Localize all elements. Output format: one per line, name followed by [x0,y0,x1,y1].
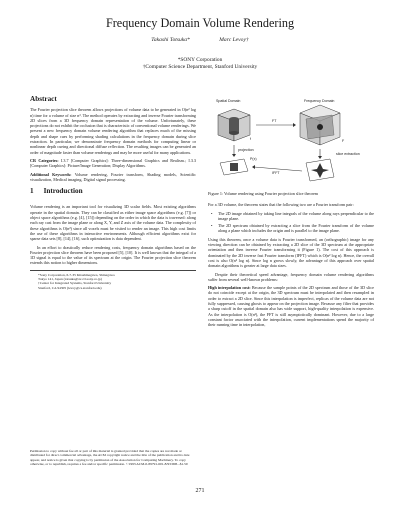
paper-title: Frequency Domain Volume Rendering [105,16,295,30]
label-frequency-domain: Frequency Domain [304,99,335,103]
intro-paragraph-2: In an effort to drastically reduce rendering costs, frequency domain algorithms based on the Fourier projection slice theorem have been proposed [5], [10]. It is well known that the integral of a 1D signal is equal to the value of its spectrum at the origin. The Fourier projection slice theorem extends this notion to higher dimensions. [30,244,196,266]
intro-number: 1 [30,187,34,196]
figure-caption: Figure 1: Volume rendering using Fourier projection slice theorem [208,191,319,196]
label-f: f [250,137,251,141]
theorem-list [208,211,374,234]
interpolation-text: Because the sample points of the 2D spectrum and those of the 3D slice do not coincide except at the origin, the 3D spectrum must be interpolated and then resampled in order to extract a 2D slice. Since this interpolation is imperfect, replicas of the volume data are not fully suppressed, causing ghosts to appear on the projection image. Because any filter that provides a sharp cutoff in the spatial domain also has wide support, high-quality interpolation is expensive. As the interpolation is O(n²), the FFT is still asymptotically dominant. However, due to a large constant factor associated with the interpolation, current implementations spend the majority of their running time in interpolation, [208,285,374,328]
label-spatial-domain: Spatial Domain [216,99,241,103]
label-ft: FT [272,119,277,123]
right-paragraph-1: For a 3D volume, the theorem states that the following two are a Fourier transform pair: [208,202,354,208]
right-paragraph-4 [208,285,374,327]
permission-notice: Permission to copy without fee all or part of this material is granted provided that the copies are not made or distributed for direct commercial advantage, the ACM copyright notice and the title of the publication and its date appear, and notice is given that copying is by permission of the Association for Computing Machinery. To copy otherwise, or to republish, requires a fee and/or specific permission. ©1993 ACM-0-89791-601-8/93/008...$1.50 [30,449,190,466]
right-paragraph-2: Using this theorem, once a volume data is Fourier transformed, an (orthographic) image for any viewing direction can be obtained by extracting a 2D slice of the 3D spectrum at the appropriate orientation and then inverse Fourier transforming it (Figure 1). The cost of this approach is dominated by the 2D inverse fast Fourier transform (IFFT) which is O(n² log n). Hence, the overall cost is also O(n² log n). Since log n grows slowly, the advantage of this approach over spatial domain algorithms is greater at large data sizes. [208,236,374,269]
interpolation-label: High interpolation cost: [208,285,251,291]
abstract-heading: Abstract [30,95,57,103]
affiliation-sony: *SONY Corporation [177,57,223,63]
cr-label: CR Categories: [30,157,59,163]
right-column [208,97,374,331]
label-projection: projection [238,148,254,152]
footnote-line: Stanford, CA 94305 (levoy@cs.stanford.edu) [38,285,102,290]
affiliations [0,57,400,71]
volume-cube [218,109,250,141]
additional-keywords [30,172,196,183]
keywords-text: Volume rendering, Fourier transform, Shading models, Scientific visualization, Medical imaging, Digital signal processing. [30,171,196,182]
label-ifft: IFFT [272,171,280,175]
footnote-line: *Sony Corporation, 6-7-35 Kitashinagawa, Shinagawa [38,272,115,277]
label-F: F [342,139,345,143]
abstract-text: The Fourier projection slice theorem allows projections of volume data to be generated in O(n² log n) time for a volume of size n³. The method operates by extracting and inverse Fourier transforming 2D slices from a 3D frequency domain representation of the volume. Unfortunately, these projections do not exhibit the occlusion that is characteristic of conventional volume renderings. We present a new frequency domain volume rendering algorithm that replaces much of the missing depth and shape cues by performing shading calculations in the frequency domain during slice extraction. In particular, we demonstrate frequency domain methods for computing linear or nonlinear depth cueing and directional diffuse reflection. The resulting images can be generated an order of magnitude faster than volume renderings and may be more useful for many applications. [30,107,196,155]
intro-paragraph-1: Volume rendering is an important tool for visualizing 3D scalar fields. Most existing algorithms operate in the spatial domain. They can be classified as either image space algorithms (e.g. [7]) or object space algorithms (e.g. [4], [15]) depending on the order in which the data is traversed: along each ray cast from the image plane or along X, Y, and Z axis of the volume data. The complexity of these algorithms is O(n³) since all voxels must be visited to render an image. This high cost limits the use of these algorithms in interactive environments. Although efficient algorithms exist for sparse data sets [8], [14], [16], such optimization is data dependent. [30,204,196,242]
list-item: • The 2D spectrum obtained by extracting a slice from the Fourier transform of the volume along a plane which includes the origin and is parallel to the image plane. [208,223,374,234]
footnote-line: Tokyo 141, Japan (totsuka@av.crl.sony.co.jp) [38,277,102,282]
intro-title: Introduction [43,187,83,196]
author-totsuka: Takashi Totsuka* [151,37,190,43]
list-item: • The 2D image obtained by taking line integrals of the volume along rays perpendicular to the image plane. [208,211,374,222]
figure-diagram [208,97,374,187]
footnotes [30,270,196,290]
left-column [30,97,196,290]
label-px: P(x) [250,157,257,161]
footnote-line: †Center for Integrated Systems, Stanford University [38,281,112,286]
author-list [0,37,400,43]
spectrum-cube [300,105,340,145]
figure-1 [208,97,374,187]
keywords-label: Additional Keywords: [30,171,72,177]
page-number: 271 [195,488,205,494]
author-levoy: Marc Levoy† [219,37,249,43]
label-slice-extraction: slice extraction [336,152,360,156]
cr-text: I.3.7 [Computer Graphics]: Three-dimensional Graphics and Realism.; I.3.3 [Computer Graphics]: Picture/Image Generation; Display Algorithms. [30,157,196,169]
affiliation-stanford: †Computer Science Department, Stanford University [142,64,258,70]
intro-heading [30,189,196,199]
right-paragraph-3: Despite their theoretical speed advantage, frequency domain volume rendering algorithms suffer from several well-known problems: [208,271,374,282]
cr-categories [30,158,196,169]
